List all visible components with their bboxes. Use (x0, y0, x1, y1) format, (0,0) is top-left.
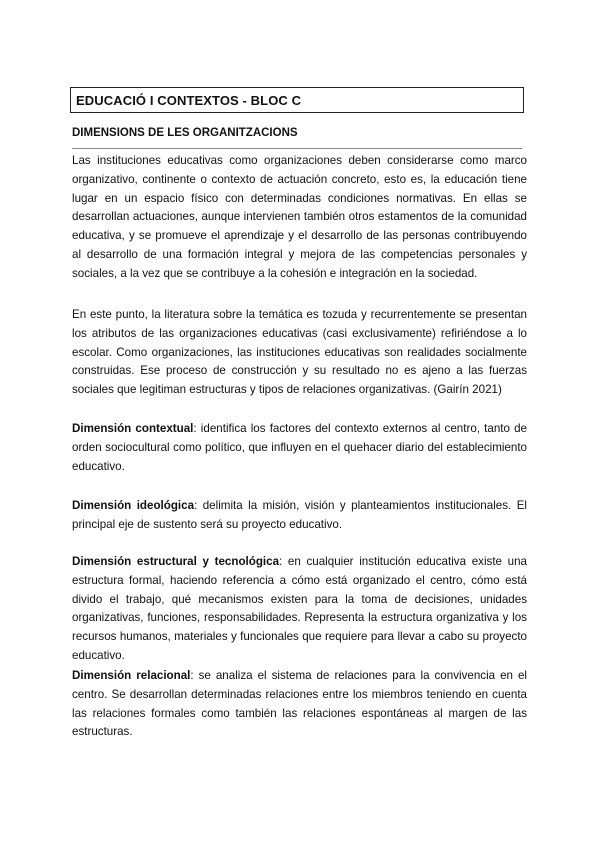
intro-paragraph: Las instituciones educativas como organizaciones deben considerarse como marco organizativo, continente o contexto de actuación concreto, esto es, la educación tiene lugar en un espacio físico con determinadas condiciones normativas. En ellas se desarrollan actuaciones, aunque intervienen también otros estamentos de la comunidad educativa, y se promueve el aprendizaje y el desarrollo de las personas contribuyendo al desarrollo de una formación integral y mejora de las competencias personales y sociales, a la vez que se contribuye a la cohesión e integración en la sociedad. (72, 154, 527, 280)
dimension-estructural (72, 553, 527, 666)
dimension-relacional (72, 667, 527, 742)
dimension-description: : se analiza el sistema de relaciones para la convivencia en el centro. Se desarrollan determinadas relaciones entre los miembros teniendo en cuenta las relaciones formales como también las relaciones espontáneas al margen de las estructuras. (72, 669, 528, 739)
dimension-term: Dimensión relacional (72, 669, 191, 682)
dimension-term: Dimensión ideológica (72, 499, 195, 512)
literature-paragraph: En este punto, la literatura sobre la temática es tozuda y recurrentemente se presentan los atributos de las organizaciones educativas (casi exclusivamente) refiriéndose a lo escolar. Como organizaciones, las instituciones educativas son realidades socialmente construidas. Ese proceso de construcción y su resultado no es ajeno a las fuerzas sociales que legitiman estructuras y tipos de relaciones organizativas. (Gairín 2021) (72, 308, 527, 397)
document-title: EDUCACIÓ I CONTEXTOS - BLOC C (70, 87, 524, 113)
dimension-description: : en cualquier institución educativa existe una estructura formal, haciendo referencia a cómo está organizado el centro, cómo está divido el trabajo, qué mecanismos existen para la toma de decisiones, unidades organizativas, funciones, responsabilidades. Representa la estructura organizativa y los recursos humanos, materiales y funcionales que requiere para llevar a cabo su proyecto educativo. (72, 555, 527, 662)
dimension-description: : identifica los factores del contexto externos al centro, tanto de orden sociocultural como político, que influyen en el quehacer diario del establecimiento educativo. (72, 422, 528, 473)
dimension-term: Dimensión contextual (72, 422, 194, 435)
dimension-term: Dimensión estructural y tecnológica (72, 555, 280, 568)
dimension-description: : delimita la misión, visión y planteamientos institucionales. El principal eje de sustento será su proyecto educativo. (72, 499, 528, 531)
dimension-contextual (72, 420, 527, 476)
dimension-ideologica (72, 497, 527, 535)
heading-divider (72, 148, 522, 149)
section-heading: DIMENSIONS DE LES ORGANITZACIONS (72, 127, 298, 139)
